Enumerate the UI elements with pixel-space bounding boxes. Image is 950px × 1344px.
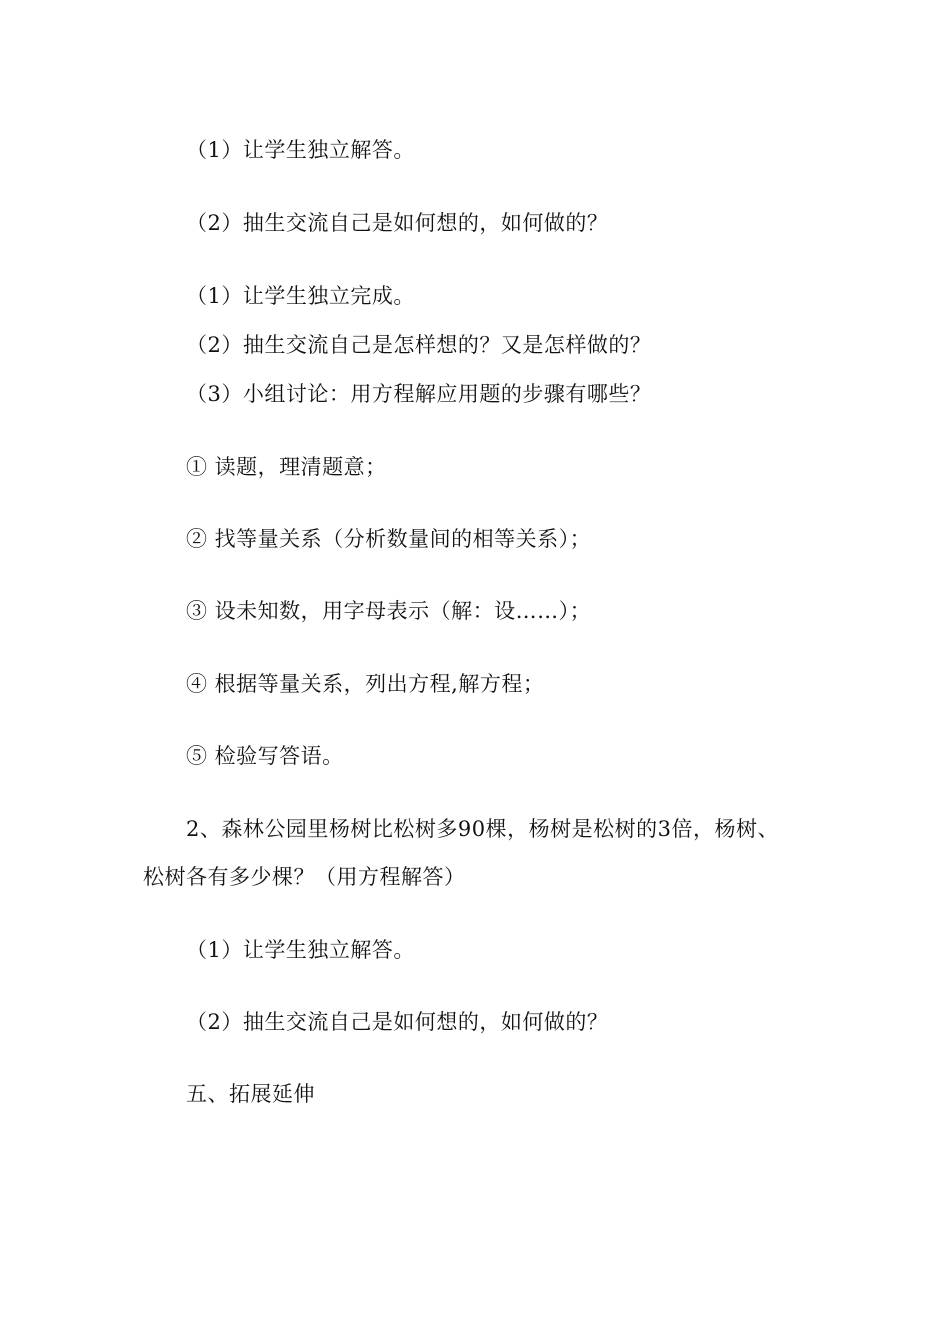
section-heading-extension: 五、拓展延伸 xyxy=(186,1082,315,1106)
problem-2-step-1: （1）让学生独立解答。 xyxy=(186,938,415,962)
procedure-step-5: ⑤ 检验写答语。 xyxy=(186,744,344,768)
step-3-group-discussion: （3）小组讨论：用方程解应用题的步骤有哪些？ xyxy=(186,382,652,406)
procedure-step-3: ③ 设未知数，用字母表示（解：设……）； xyxy=(186,599,592,623)
procedure-step-1: ① 读题，理清题意； xyxy=(186,455,387,479)
step-2-share-thinking: （2）抽生交流自己是如何想的，如何做的？ xyxy=(186,211,609,235)
step-1-independent-answer: （1）让学生独立解答。 xyxy=(186,138,415,162)
step-1-independent-complete: （1）让学生独立完成。 xyxy=(186,284,415,308)
procedure-step-2: ② 找等量关系（分析数量间的相等关系）； xyxy=(186,527,592,551)
problem-2-line-2: 松树各有多少棵？（用方程解答） xyxy=(143,865,466,889)
procedure-step-4: ④ 根据等量关系，列出方程,解方程； xyxy=(186,672,545,696)
problem-2-step-2: （2）抽生交流自己是如何想的，如何做的？ xyxy=(186,1010,609,1034)
step-2-share-how: （2）抽生交流自己是怎样想的？又是怎样做的？ xyxy=(186,333,652,357)
problem-2-line-1: 2、森林公园里杨树比松树多90棵，杨树是松树的3倍，杨树、 xyxy=(186,817,779,841)
